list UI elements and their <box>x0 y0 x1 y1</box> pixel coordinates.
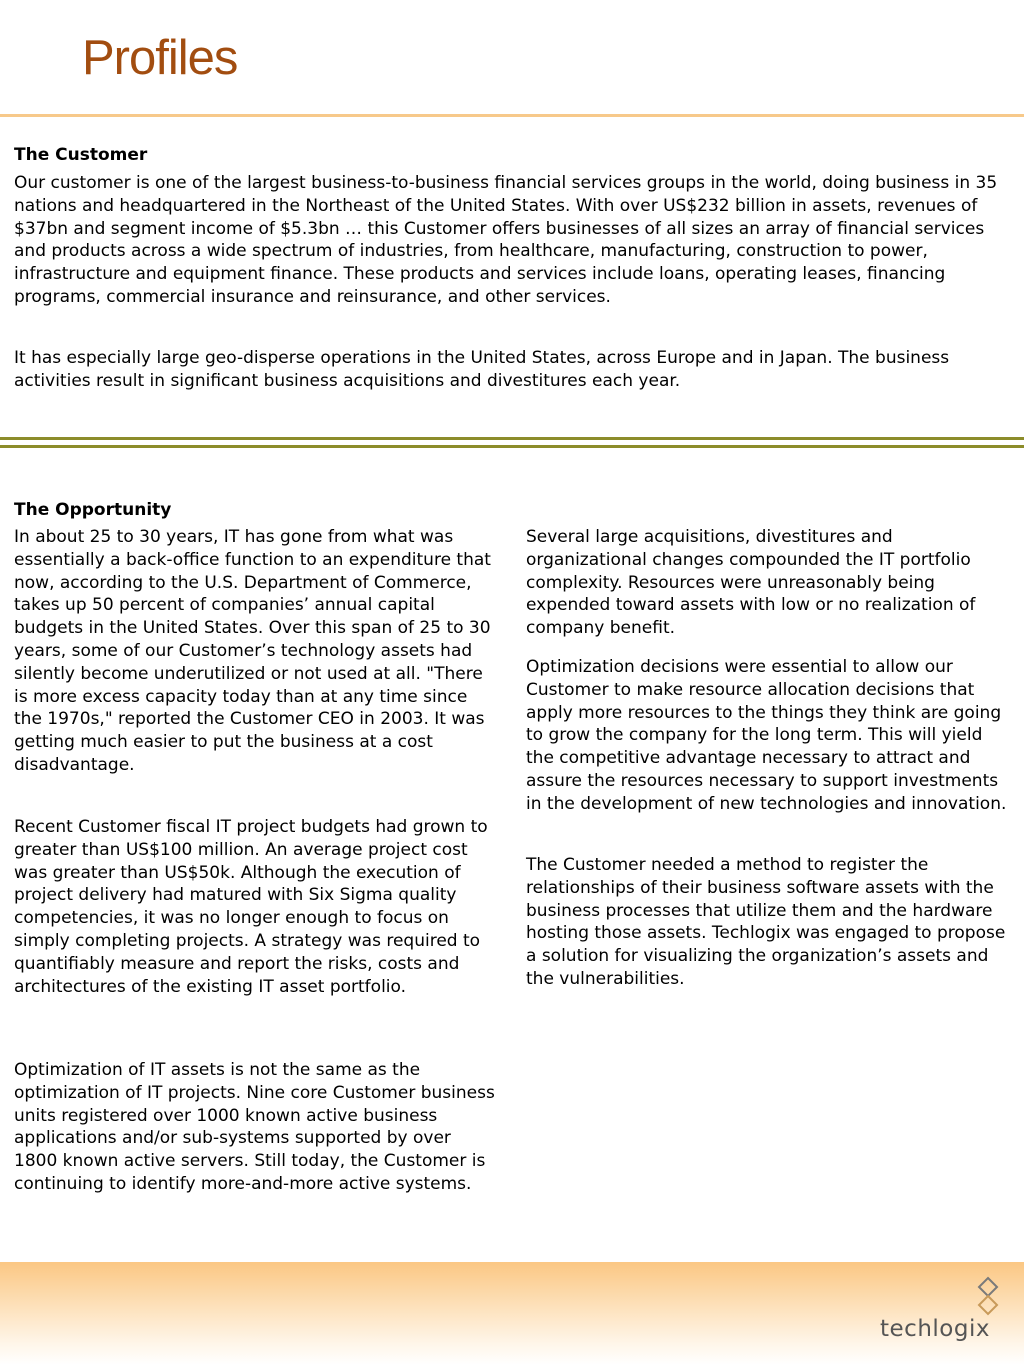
opportunity-left-paragraph-3: Optimization of IT assets is not the same as the optimization of IT projects. Nine core Customer business units registered over 1000 known active business applications and/or sub-systems supported by over 1800 known active servers. Still today, the Customer is continuing to identify more-and-more active systems. <box>14 1060 495 1194</box>
opportunity-heading: The Opportunity <box>14 500 172 520</box>
opportunity-right-paragraph-1: Several large acquisitions, divestitures and organizational changes compounded the IT portfolio complexity. Resources were unreasonably being expended toward assets with low or no realization of company benefit. <box>526 527 976 639</box>
title-rule <box>0 114 1024 117</box>
section-divider-top <box>0 437 1024 440</box>
section-divider-bottom <box>0 445 1024 448</box>
footer-band <box>0 1262 1024 1365</box>
customer-paragraph-1: Our customer is one of the largest business-to-business financial services groups in the world, doing business in 35 nations and headquartered in the Northeast of the United States. With over US$232 billion in assets, revenues of $37bn and segment income of $5.3bn … this Customer offers businesses of all sizes an array of financial services and products across a wide spectrum of industries, from healthcare, manufacturing, construction to power, infrastructure and equipment finance. These products and services include loans, operating leases, financing programs, commercial insurance and reinsurance, and other services. <box>14 173 998 307</box>
double-diamond-logo-icon <box>968 1276 1008 1318</box>
opportunity-left-paragraph-2: Recent Customer fiscal IT project budgets had grown to greater than US$100 million. An average project cost was greater than US$50k. Although the execution of project delivery had matured with Six Sigma quality competencies, it was no longer enough to focus on simply completing projects. A strategy was required to quantifiably measure and report the risks, costs and architectures of the existing IT asset portfolio. <box>14 817 488 997</box>
customer-paragraph-2: It has especially large geo-disperse operations in the United States, across Europe and in Japan. The business activities result in significant business acquisitions and divestitures each year. <box>14 348 950 391</box>
opportunity-right-paragraph-2: Optimization decisions were essential to allow our Customer to make resource allocation decisions that apply more resources to the things they think are going to grow the company for the long term. This will yield the competitive advantage necessary to attract and assure the resources necessary to support investments in the development of new technologies and innovation. <box>526 657 1007 814</box>
customer-heading: The Customer <box>14 145 148 165</box>
opportunity-right-paragraph-3: The Customer needed a method to register the relationships of their business software assets with the business processes that utilize them and the hardware hosting those assets. Techlogix was engaged to propose a solution for visualizing the organization’s assets and the vulnerabilities. <box>526 855 1006 989</box>
page-title: Profiles <box>82 31 238 85</box>
company-logo-text: techlogix <box>880 1316 990 1342</box>
opportunity-left-paragraph-1: In about 25 to 30 years, IT has gone from what was essentially a back-office function to an expenditure that now, according to the U.S. Department of Commerce, takes up 50 percent of companies’ annual capital budgets in the United States. Over this span of 25 to 30 years, some of our Customer’s technology assets had silently become underutilized or not used at all. "There is more excess capacity today than at any time since the 1970s," reported the Customer CEO in 2003. It was getting much easier to put the business at a cost disadvantage. <box>14 527 491 775</box>
